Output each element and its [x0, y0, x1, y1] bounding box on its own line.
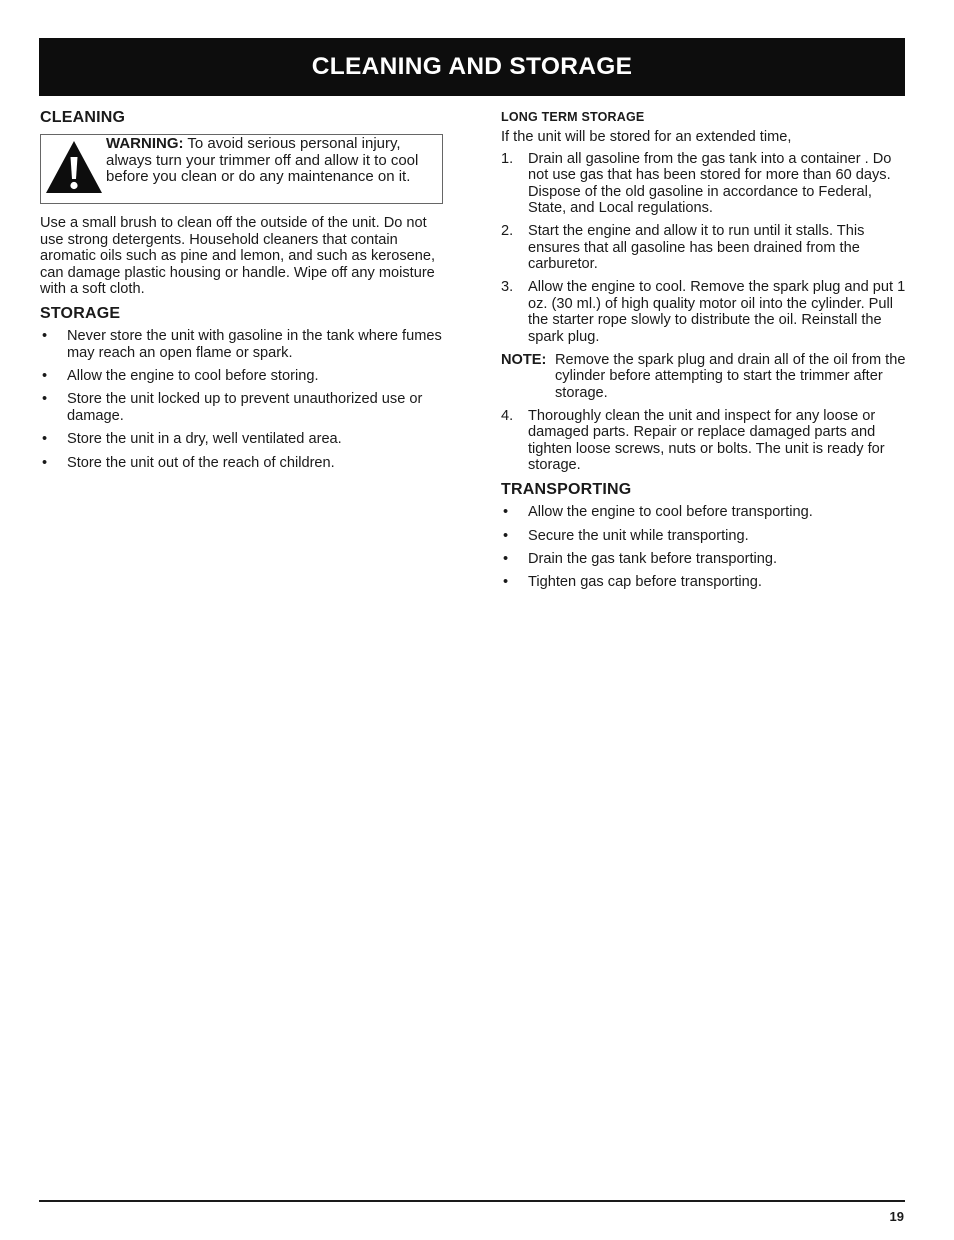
- long-term-intro: If the unit will be stored for an extended time,: [501, 129, 792, 145]
- list-item: [501, 504, 906, 521]
- cleaning-paragraph: Use a small brush to clean off the outside of the unit. Do not use strong detergents. Household cleaners that contain aromatic oils such as pine and lemon, and such as kerosene, can damage plastic housing or handle. Wipe off any moisture with a soft cloth.: [40, 215, 436, 298]
- warning-message: To avoid serious personal injury, always turn your trimmer off and allow it to cool before you clean or do any maintenance on it.: [106, 135, 419, 186]
- cleaning-heading: CLEANING: [40, 109, 126, 126]
- step-text: Drain all gasoline from the gas tank into a container . Do not use gas that has been stored for more than 60 days. Dispose of the old gasoline in accordance to Federal, State, and Local regulations.: [528, 150, 892, 217]
- step-text: Start the engine and allow it to run until it stalls. This ensures that all gasoline has been drained from the carburetor.: [528, 223, 865, 273]
- list-item: [40, 328, 445, 361]
- step-item: [501, 279, 906, 345]
- list-item-text: Drain the gas tank before transporting.: [528, 551, 778, 567]
- list-item: [501, 551, 906, 568]
- step-item: [501, 408, 906, 474]
- bullet-icon: •: [503, 551, 509, 567]
- list-item: [501, 528, 906, 545]
- storage-heading: STORAGE: [40, 304, 121, 322]
- bullet-icon: •: [42, 327, 48, 344]
- page-number: 19: [889, 1209, 904, 1224]
- step-number: 3.: [501, 279, 514, 296]
- step-number: 2.: [501, 223, 514, 240]
- step-item: [501, 223, 906, 273]
- step-text: Thoroughly clean the unit and inspect for any loose or damaged parts. Repair or replace damaged parts and tighten loose screws, nuts or bolts. The unit is ready for storage.: [528, 407, 885, 474]
- list-item-text: Store the unit out of the reach of children.: [67, 454, 335, 471]
- long-term-steps: [501, 151, 906, 346]
- bullet-icon: •: [42, 367, 48, 384]
- note-block: [501, 352, 906, 402]
- storage-list: [40, 328, 445, 471]
- list-item: [40, 391, 445, 424]
- bullet-icon: •: [42, 431, 48, 448]
- list-item-text: Allow the engine to cool before storing.: [67, 367, 319, 384]
- list-item: [40, 431, 445, 448]
- list-item: [501, 574, 906, 591]
- list-item-text: Never store the unit with gasoline in the tank where fumes may reach an open flame or spark.: [67, 327, 442, 361]
- list-item: [40, 455, 445, 472]
- warning-box: [40, 134, 443, 204]
- bullet-icon: •: [42, 454, 48, 471]
- warning-text: [106, 136, 442, 186]
- note-text: Remove the spark plug and drain all of the oil from the cylinder before attempting to start the trimmer after storage.: [555, 351, 906, 401]
- step-text: Allow the engine to cool. Remove the spark plug and put 1 oz. (30 ml.) of high quality motor oil into the cylinder. Pull the starter rope slowly to distribute the oil. Reinstall the spark plug.: [528, 279, 906, 345]
- section-title-bar: [39, 38, 905, 96]
- bullet-icon: •: [503, 574, 509, 591]
- page-title: CLEANING AND STORAGE: [311, 53, 633, 80]
- right-column: [501, 108, 906, 598]
- list-item-text: Secure the unit while transporting.: [528, 527, 749, 544]
- list-item-text: Tighten gas cap before transporting.: [528, 574, 762, 591]
- list-item: [40, 368, 445, 385]
- list-item-text: Store the unit in a dry, well ventilated area.: [67, 431, 342, 448]
- step-number: 4.: [501, 407, 514, 424]
- bullet-icon: •: [503, 527, 509, 544]
- footer-divider: [39, 1200, 905, 1202]
- bullet-icon: •: [503, 504, 509, 521]
- warning-label: WARNING:: [106, 135, 184, 152]
- note-label: NOTE:: [501, 351, 547, 368]
- bullet-icon: •: [42, 391, 48, 408]
- left-column: [40, 108, 445, 478]
- transporting-heading: TRANSPORTING: [501, 481, 632, 499]
- transporting-list: [501, 504, 906, 591]
- long-term-storage-heading: LONG TERM STORAGE: [501, 110, 645, 124]
- warning-triangle-icon: [44, 139, 104, 195]
- list-item-text: Store the unit locked up to prevent unauthorized use or damage.: [67, 391, 423, 424]
- long-term-steps-continued: [501, 408, 906, 474]
- step-item: [501, 151, 906, 217]
- list-item-text: Allow the engine to cool before transporting.: [528, 504, 813, 521]
- step-number: 1.: [501, 150, 514, 167]
